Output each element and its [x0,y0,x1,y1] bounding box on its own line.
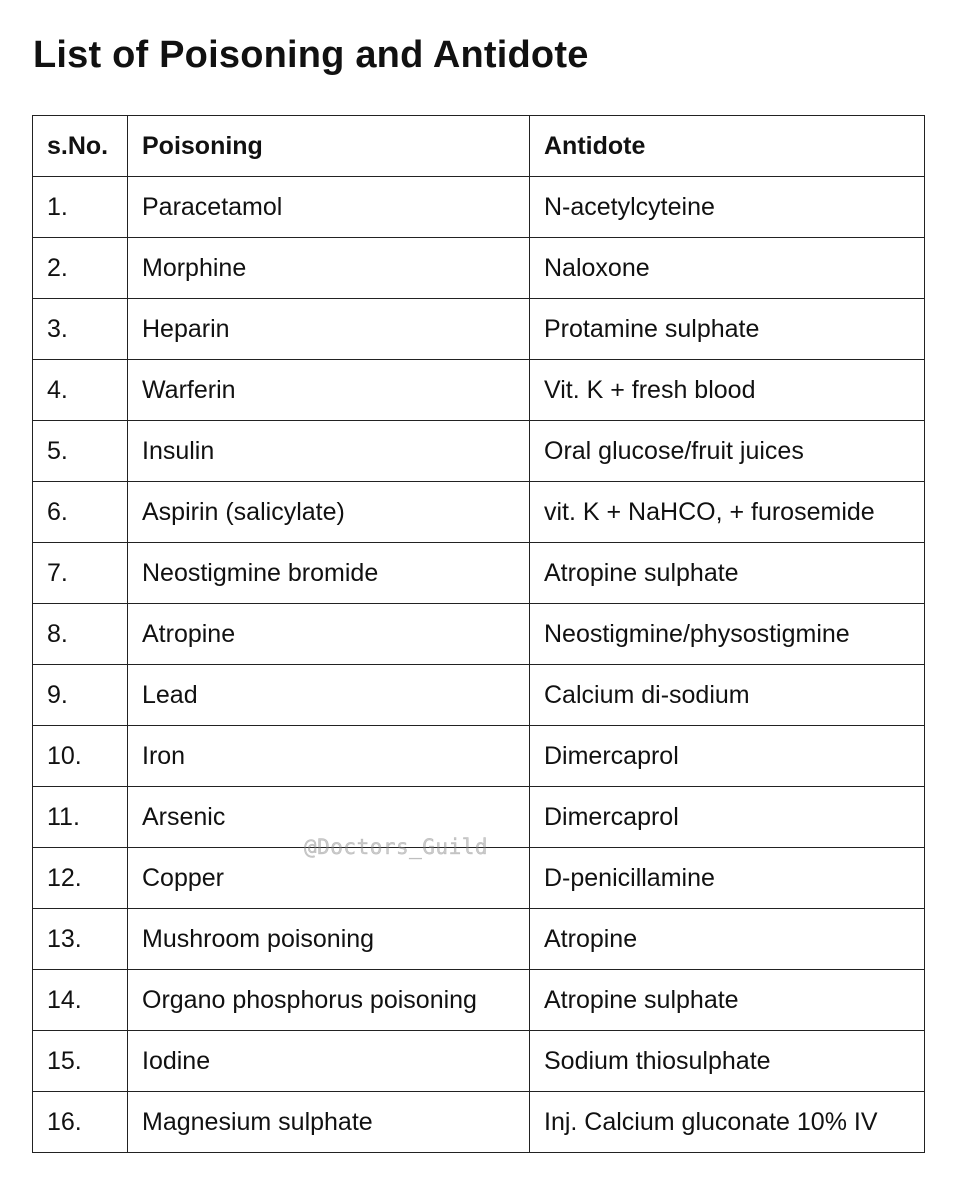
table-header-row [33,116,925,177]
table-row [33,360,925,421]
table-row [33,665,925,726]
poisoning-cell: Iron [128,726,530,787]
poisoning-cell: Insulin [128,421,530,482]
table-row [33,1092,925,1153]
table-row [33,909,925,970]
serial-number-cell: 10. [33,726,128,787]
poisoning-antidote-table [32,115,925,1153]
antidote-cell: Atropine [530,909,925,970]
serial-number-cell: 13. [33,909,128,970]
antidote-cell: D-penicillamine [530,848,925,909]
table-body [33,177,925,1153]
serial-number-cell: 9. [33,665,128,726]
header-serial-number: s.No. [33,116,128,177]
poisoning-cell: Copper [128,848,530,909]
poisoning-cell: Neostigmine bromide [128,543,530,604]
serial-number-cell: 1. [33,177,128,238]
serial-number-cell: 4. [33,360,128,421]
antidote-cell: vit. K + NaHCO, + furosemide [530,482,925,543]
antidote-cell: Dimercaprol [530,787,925,848]
poisoning-cell: Paracetamol [128,177,530,238]
table-row [33,848,925,909]
header-poisoning: Poisoning [128,116,530,177]
antidote-cell: Sodium thiosulphate [530,1031,925,1092]
poisoning-cell: Mushroom poisoning [128,909,530,970]
table-row [33,787,925,848]
antidote-cell: Oral glucose/fruit juices [530,421,925,482]
poisoning-cell: Magnesium sulphate [128,1092,530,1153]
table-row [33,604,925,665]
table-row [33,543,925,604]
serial-number-cell: 8. [33,604,128,665]
antidote-cell: Inj. Calcium gluconate 10% IV [530,1092,925,1153]
serial-number-cell: 15. [33,1031,128,1092]
table-row [33,970,925,1031]
table-row [33,482,925,543]
table-row [33,238,925,299]
header-antidote: Antidote [530,116,925,177]
serial-number-cell: 5. [33,421,128,482]
poisoning-cell: Warferin [128,360,530,421]
serial-number-cell: 11. [33,787,128,848]
antidote-cell: Calcium di-sodium [530,665,925,726]
serial-number-cell: 6. [33,482,128,543]
antidote-cell: Atropine sulphate [530,543,925,604]
serial-number-cell: 16. [33,1092,128,1153]
table-row [33,1031,925,1092]
table-row [33,421,925,482]
table-row [33,177,925,238]
antidote-cell: Protamine sulphate [530,299,925,360]
page-title: List of Poisoning and Antidote [33,34,589,76]
table-row [33,299,925,360]
poisoning-cell: Arsenic [128,787,530,848]
antidote-cell: N-acetylcyteine [530,177,925,238]
serial-number-cell: 3. [33,299,128,360]
watermark-text: @Doctors_Guild [304,835,489,859]
poisoning-cell: Morphine [128,238,530,299]
poisoning-cell: Heparin [128,299,530,360]
serial-number-cell: 12. [33,848,128,909]
serial-number-cell: 14. [33,970,128,1031]
antidote-cell: Atropine sulphate [530,970,925,1031]
antidote-cell: Naloxone [530,238,925,299]
poisoning-cell: Iodine [128,1031,530,1092]
antidote-cell: Dimercaprol [530,726,925,787]
serial-number-cell: 2. [33,238,128,299]
antidote-cell: Neostigmine/physostigmine [530,604,925,665]
antidote-cell: Vit. K + fresh blood [530,360,925,421]
poisoning-cell: Organo phosphorus poisoning [128,970,530,1031]
table-row [33,726,925,787]
poisoning-cell: Lead [128,665,530,726]
poisoning-cell: Atropine [128,604,530,665]
poisoning-cell: Aspirin (salicylate) [128,482,530,543]
serial-number-cell: 7. [33,543,128,604]
